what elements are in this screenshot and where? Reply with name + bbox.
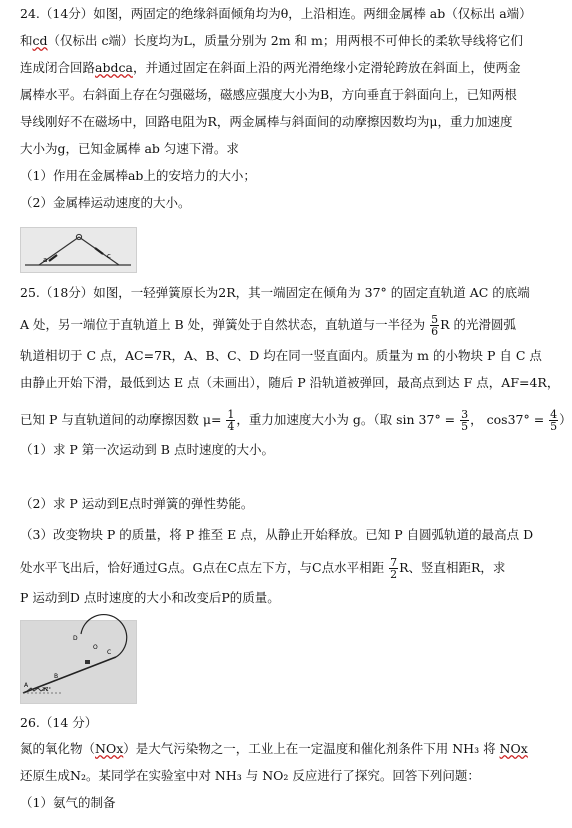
fraction-den: 4	[227, 420, 235, 433]
q25-line-2	[20, 314, 516, 337]
q25-line-4: 由静止开始下滑，最低到达 E 点（未画出），随后 P 沿轨道被弹回，最高点到达 F 点，AF=4R，	[20, 375, 560, 390]
fraction-den: 5	[461, 420, 469, 433]
fraction-num: 4	[550, 408, 558, 421]
q24-sub-2: （2）金属棒运动速度的大小。	[20, 195, 191, 210]
q25-line-2a: A 处，另一端位于直轨道上 B 处，弹簧处于自然状态，直轨道与一半径为	[20, 317, 426, 332]
q25-line-5d: ）	[559, 412, 572, 427]
q25-line-5a: 已知 P 与直轨道间的动摩擦因数 μ=	[20, 412, 222, 427]
q26-sub-1: （1）氨气的制备	[20, 795, 116, 810]
label-angle: 37°	[42, 687, 51, 693]
q25-line-6a: 处水平飞出后，恰好通过G点。G点在C点左下方，与C点水平相距	[20, 560, 385, 575]
arc-track	[81, 615, 127, 657]
q24-loop-abdca: abdca	[95, 60, 133, 75]
q25-line-6	[20, 557, 505, 580]
q24-sub-1: （1）作用在金属棒ab上的安培力的大小；	[20, 168, 256, 183]
fraction-num: 5	[431, 313, 439, 326]
q25-line-5c: ， cos37° =	[470, 412, 545, 427]
q24-figure-svg	[21, 228, 136, 272]
fraction-4-5	[549, 409, 558, 432]
q24-line-4: 属棒水平。右斜面上存在匀强磁场，磁感应强度大小为B，方向垂直于斜面向上，已知两根	[20, 87, 517, 102]
q24-rod-cd: cd	[32, 33, 48, 48]
fraction-den: 5	[550, 420, 558, 433]
fraction-num: 3	[461, 408, 469, 421]
q25-figure-track	[20, 620, 137, 704]
q25-figure-svg	[21, 621, 136, 703]
q25-line-6b: R、竖直相距R，求	[399, 560, 506, 575]
q25-sub-3: （3）改变物块 P 的质量，将 P 推至 E 点，从静止开始释放。已知 P 自圆弧轨道的最高点 D	[20, 527, 534, 542]
label-D: D	[73, 635, 78, 642]
q25-line-5b: ，重力加速度大小为 g。（取 sin 37° =	[236, 412, 456, 427]
q25-sub-1: （1）求 P 第一次运动到 B 点时速度的大小。	[20, 442, 274, 457]
q24-line-3c: ，并通过固定在斜面上沿的两光滑绝缘小定滑轮跨放在斜面上，使两金	[132, 60, 521, 75]
q24-line-3	[20, 61, 520, 75]
q25-line-1: 25.（18分）如图，一轻弹簧原长为2R，其一端固定在倾角为 37° 的固定直轨道 AC 的底端	[20, 285, 530, 300]
q24-line-1: 24.（14分）如图，两固定的绝缘斜面倾角均为θ，上沿相连。两细金属棒 ab（仅标出 a端）	[20, 6, 532, 21]
label-a: a	[43, 256, 48, 264]
q26-line-1a: 氮的氧化物（	[20, 741, 96, 756]
q26-nox-1: NOx	[95, 741, 124, 756]
q24-line-6: 大小为g，已知金属棒 ab 匀速下滑。求	[20, 141, 239, 156]
fraction-num: 7	[390, 556, 398, 569]
q25-line-3: 轨道相切于 C 点，AC=7R，A、B、C、D 均在同一竖直面内。质量为 m 的小物块 P 自 C 点	[20, 348, 542, 363]
q26-line-1c: ）是大气污染物之一，工业上在一定温度和催化剂条件下用 NH₃ 将	[123, 741, 500, 756]
fraction-5-6	[430, 314, 439, 337]
q26-title: 26.（14 分）	[20, 715, 98, 730]
label-c: c	[107, 252, 111, 260]
q24-line-3a: 连成闭合回路	[20, 60, 96, 75]
label-A: A	[24, 682, 29, 689]
q26-line-1	[20, 742, 528, 756]
q26-nox-2: NOx	[499, 741, 528, 756]
fraction-den: 2	[390, 568, 398, 581]
label-B: B	[54, 673, 59, 680]
q26-line-2: 还原生成N₂。某同学在实验室中对 NH₃ 与 NO₂ 反应进行了探究。回答下列问题：	[20, 768, 480, 783]
q24-figure-inclines	[20, 227, 137, 273]
q24-line-2c: （仅标出 c端）长度均为L，质量分别为 2m 和 m；用两根不可伸长的柔软导线将它们	[47, 33, 523, 48]
q25-sub-2: （2）求 P 运动到E点时弹簧的弹性势能。	[20, 496, 254, 511]
fraction-1-4	[226, 409, 235, 432]
fraction-den: 6	[431, 325, 439, 338]
fraction-3-5	[460, 409, 469, 432]
q25-line-7: P 运动到D 点时速度的大小和改变后P的质量。	[20, 590, 280, 605]
block-p	[85, 660, 90, 664]
label-C: C	[107, 649, 112, 656]
rod-cd	[95, 248, 103, 254]
q24-line-5: 导线刚好不在磁场中，回路电阻为R，两金属棒与斜面间的动摩擦因数均为μ，重力加速度	[20, 114, 513, 129]
q25-line-2b: R 的光滑圆弧	[440, 317, 517, 332]
q25-line-5	[20, 409, 572, 432]
fraction-num: 1	[227, 408, 235, 421]
q24-line-2	[20, 34, 523, 48]
incline-track	[23, 657, 116, 693]
q24-line-2a: 和	[20, 33, 33, 48]
label-O: O	[93, 644, 98, 651]
fraction-7-2	[389, 557, 398, 580]
